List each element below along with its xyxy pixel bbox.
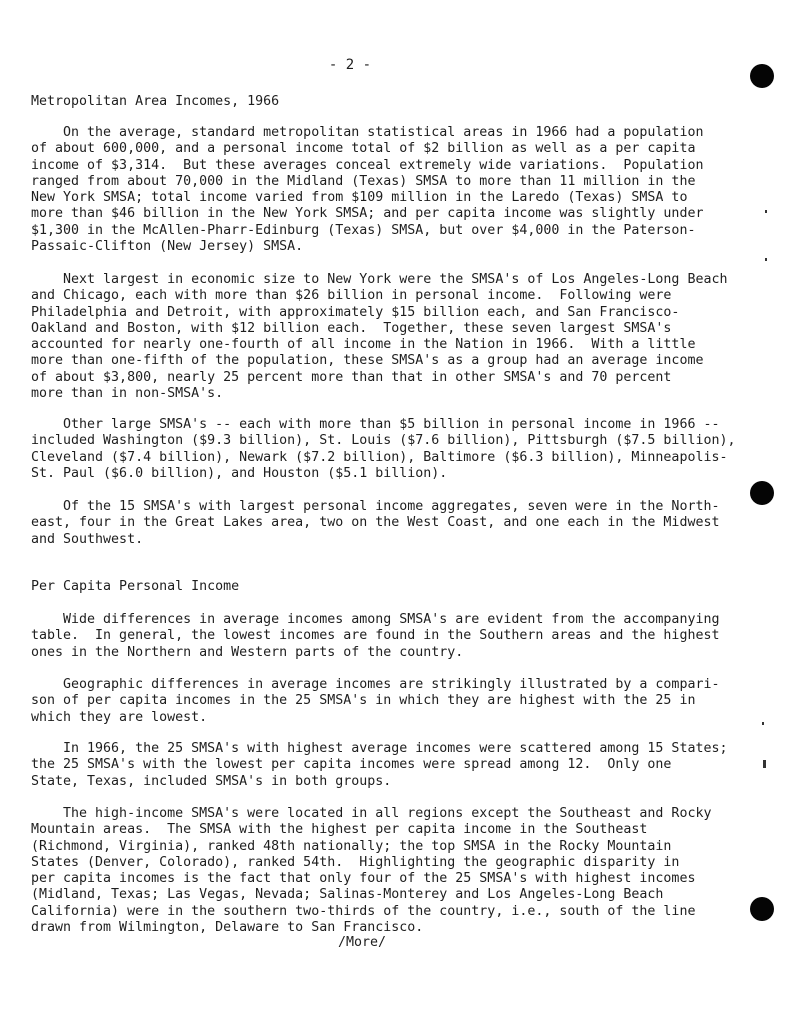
text-line: son of per capita incomes in the 25 SMSA's in which they are highest with the 25 in — [31, 693, 696, 709]
text-line: Wide differences in average incomes among SMSA's are evident from the accompanying — [31, 612, 720, 627]
scan-speck — [763, 760, 766, 768]
page-number: - 2 - — [328, 57, 372, 73]
text-line: which they are lowest. — [31, 709, 208, 725]
text-line: St. Paul ($6.0 billion), and Houston ($5.1 billion). — [31, 465, 448, 481]
text-line: Mountain areas. The SMSA with the highest per capita income in the Southeast — [31, 822, 648, 838]
punch-hole-bottom — [750, 897, 774, 921]
text-line: accounted for nearly one-fourth of all income in the Nation in 1966. With a little — [31, 337, 696, 353]
text-line: On the average, standard metropolitan statistical areas in 1966 had a population — [31, 125, 704, 140]
text-line: and Chicago, each with more than $26 billion in personal income. Following were — [31, 288, 672, 304]
text-line: of about 600,000, and a personal income total of $2 billion as well as a per capita — [31, 141, 696, 157]
text-line: income of $3,314. But these averages conceal extremely wide variations. Population — [31, 157, 704, 173]
text-line: States (Denver, Colorado), ranked 54th. Highlighting the geographic disparity in — [31, 854, 680, 870]
text-line: of about $3,800, nearly 25 percent more than that in other SMSA's and 70 percent — [31, 369, 672, 385]
text-line: Passaic-Clifton (New Jersey) SMSA. — [31, 239, 304, 255]
text-line: New York SMSA; total income varied from $109 million in the Laredo (Texas) SMSA to — [31, 190, 688, 206]
text-line: (Midland, Texas; Las Vegas, Nevada; Salinas-Monterey and Los Angeles-Long Beach — [31, 887, 664, 903]
continuation-marker: /More/ — [338, 935, 387, 950]
text-line: per capita incomes is the fact that only four of the 25 SMSA's with highest incomes — [31, 871, 696, 887]
text-line: the 25 SMSA's with the lowest per capita incomes were spread among 12. Only one — [31, 757, 672, 773]
text-line: Of the 15 SMSA's with largest personal income aggregates, seven were in the North- — [31, 499, 720, 514]
text-line: The high-income SMSA's were located in all regions except the Southeast and Rocky — [31, 806, 712, 821]
text-line: California) were in the southern two-thirds of the country, i.e., south of the line — [31, 903, 696, 919]
text-line: ones in the Northern and Western parts of the country. — [31, 644, 464, 660]
text-line: east, four in the Great Lakes area, two on the West Coast, and one each in the Midwest — [31, 515, 720, 531]
text-line: included Washington ($9.3 billion), St. Louis ($7.6 billion), Pittsburgh ($7.5 billion), — [31, 433, 736, 449]
text-line: $1,300 in the McAllen-Pharr-Edinburg (Texas) SMSA, but over $4,000 in the Paterson- — [31, 222, 696, 238]
text-line: Oakland and Boston, with $12 billion each. Together, these seven largest SMSA's — [31, 320, 672, 336]
paragraph-other-large — [31, 417, 743, 482]
paragraph-wide-differences — [31, 612, 743, 661]
paragraph-fifteen-smsas — [31, 499, 743, 548]
text-line: Philadelphia and Detroit, with approximately $15 billion each, and San Francisco- — [31, 304, 680, 320]
text-line: drawn from Wilmington, Delaware to San Francisco. — [31, 920, 424, 936]
text-line: ranged from about 70,000 in the Midland (Texas) SMSA to more than 11 million in the — [31, 173, 696, 189]
text-line: State, Texas, included SMSA's in both groups. — [31, 773, 392, 789]
text-line: Next largest in economic size to New York were the SMSA's of Los Angeles-Long Beach — [31, 272, 728, 287]
text-line: more than $46 billion in the New York SMSA; and per capita income was slightly under — [31, 206, 704, 222]
paragraph-geographic-differences — [31, 677, 743, 726]
text-line: Other large SMSA's -- each with more than $5 billion in personal income in 1966 -- — [31, 417, 720, 432]
text-line: more than in non-SMSA's. — [31, 386, 224, 402]
scan-speck — [765, 258, 767, 261]
text-line: Cleveland ($7.4 billion), Newark ($7.2 billion), Baltimore ($6.3 billion), Minneapolis- — [31, 449, 728, 465]
paragraph-1966-distribution — [31, 741, 743, 790]
text-line: (Richmond, Virginia), ranked 48th nationally; the top SMSA in the Rocky Mountain — [31, 838, 672, 854]
text-line: more than one-fifth of the population, these SMSA's as a group had an average income — [31, 353, 704, 369]
paragraph-next-largest — [31, 272, 743, 402]
punch-hole-top — [750, 64, 774, 88]
text-line: Geographic differences in average incomes are strikingly illustrated by a compari- — [31, 677, 720, 692]
paragraph-averages — [31, 125, 743, 255]
punch-hole-middle — [750, 481, 774, 505]
section-heading-per-capita: Per Capita Personal Income — [31, 579, 240, 594]
text-line: In 1966, the 25 SMSA's with highest average incomes were scattered among 15 States; — [31, 741, 728, 756]
section-heading-metropolitan-incomes: Metropolitan Area Incomes, 1966 — [31, 94, 280, 109]
scan-speck — [765, 210, 767, 213]
text-line: and Southwest. — [31, 531, 144, 547]
text-line: table. In general, the lowest incomes are found in the Southern areas and the highest — [31, 628, 720, 644]
scan-speck — [762, 722, 764, 725]
paragraph-high-income — [31, 806, 743, 936]
